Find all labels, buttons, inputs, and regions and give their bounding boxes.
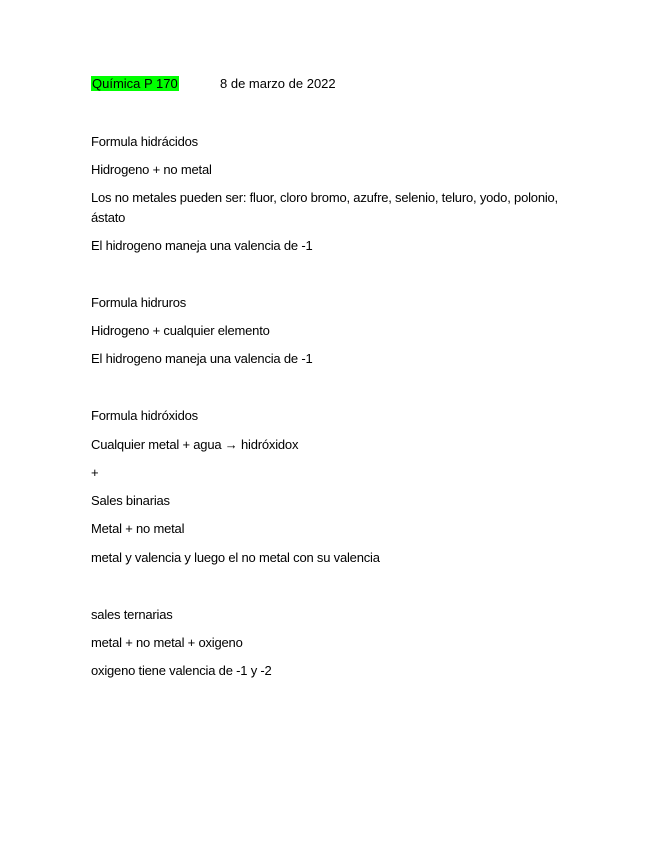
section-heading-sales-binarias: Sales binarias: [91, 493, 170, 508]
text-line: El hidrogeno maneja una valencia de -1: [91, 238, 313, 253]
document-title: Química P 170: [92, 76, 178, 91]
text-line: Metal + no metal: [91, 521, 185, 536]
text-paragraph: Los no metales pueden ser: fluor, cloro bromo, azufre, selenio, teluro, yodo, polonio, ástato: [91, 190, 558, 225]
text-line: oxigeno tiene valencia de -1 y -2: [91, 663, 272, 678]
text-line: +: [91, 465, 99, 480]
text-line: El hidrogeno maneja una valencia de -1: [91, 351, 313, 366]
section-heading-hidracidos: Formula hidrácidos: [91, 134, 198, 149]
section-heading-sales-ternarias: sales ternarias: [91, 607, 173, 622]
section-heading-hidruros: Formula hidruros: [91, 295, 187, 310]
text-line: metal + no metal + oxigeno: [91, 635, 243, 650]
section-heading-hidroxidos: Formula hidróxidos: [91, 408, 198, 423]
header-row: [91, 74, 336, 94]
text-line: metal y valencia y luego el no metal con su valencia: [91, 550, 380, 565]
text-line: Cualquier metal + agua → hidróxidox: [91, 437, 299, 452]
text-line: Hidrogeno + cualquier elemento: [91, 323, 270, 338]
text-line: Hidrogeno + no metal: [91, 162, 212, 177]
document-date: 8 de marzo de 2022: [220, 76, 336, 91]
